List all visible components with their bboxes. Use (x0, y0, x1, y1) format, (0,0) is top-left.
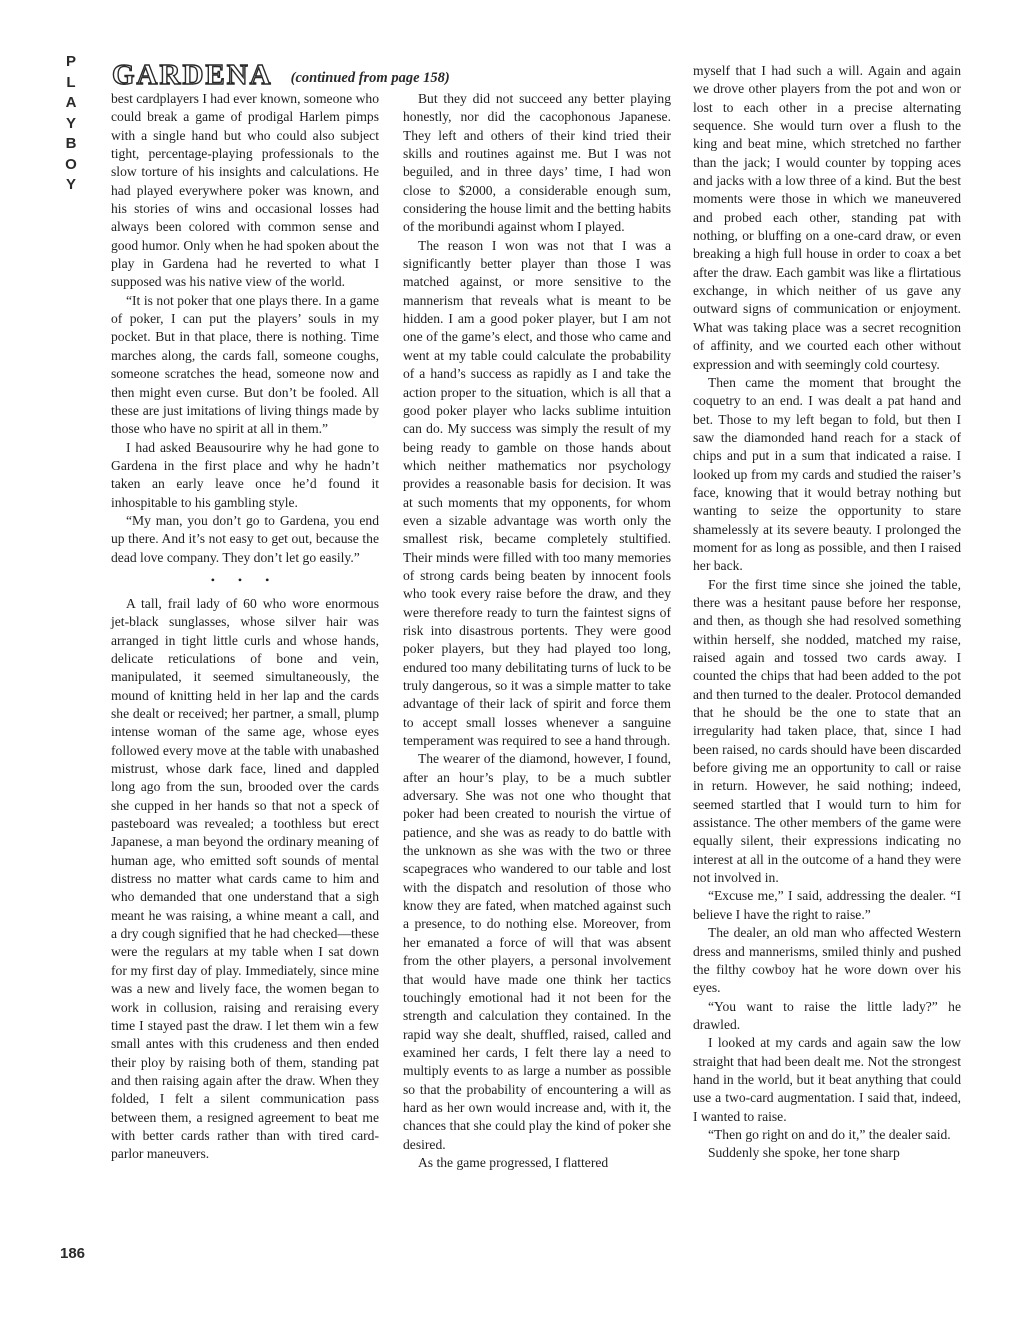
magazine-name-vertical (60, 52, 82, 196)
magazine-letter: P (65, 53, 76, 70)
separator-dot: • (265, 572, 280, 587)
section-separator (111, 571, 379, 589)
paragraph: “Then go right on and do it,” the dealer said. (707, 1126, 951, 1142)
paragraph: The dealer, an old man who affected Western dress and mannerisms, smiled thinly and pushed the filthy cowboy hat he wore down over his eyes. (693, 925, 961, 996)
magazine-letter: L (66, 73, 76, 91)
magazine-letter: B (65, 135, 77, 152)
paragraph: Then came the moment that brought the coquetry to an end. I was dealt a pat hand and bet. Those to my left began to fold, but then I saw the diamonded hand reach for a stack of chips and put in a sum that indicated a raise. I looked up from my cards and studied the raiser’s face, knowing that it would betray nothing but wanting to seize the opportunity to stare shamelessly at its severe beauty. I prolonged the moment for as long as possible, and then I raised her back. (693, 374, 961, 574)
paragraph: I had asked Beausourire why he had gone to Gardena in the first place and why he hadn’t taken an early leave once he’d found it inhospitable to his gambling style. (111, 439, 379, 510)
text-column-2 (403, 90, 671, 1172)
separator-dot: • (237, 572, 253, 587)
paragraph: “You want to raise the little lady?” he drawled. (693, 998, 961, 1032)
page-number: 186 (60, 1245, 86, 1262)
paragraph: I looked at my cards and again saw the low straight that had been dealt me. Not the strongest hand in the world, but it beat anything that could use a two-card augmentation. I said that, indeed, I wanted to raise. (693, 1035, 961, 1124)
paragraph: “Excuse me,” I said, addressing the dealer. “I believe I have the right to raise.” (693, 888, 961, 922)
text-column-3 (693, 62, 961, 1163)
paragraph: The wearer of the diamond, however, I found, after an hour’s play, to be a much subtler adversary. She was not one who thought that poker had been created to nourish the virtue of patience, and she was as ready to do battle with the unknown as she was with the two or three scapegraces who wandered to our table and lost with the dispatch and resolution of those who know they are fated, when matched against such a presence, to do nothing else. Moreover, from her emanated a force of will that was absent from the other players, a personal involvement that would have made one think her tactics touchingly emotional had it not been for the strength and calculation they contained. In the rapid way she dealt, shuffled, raised, called and examined her cards, I felt there lay a need to multiply events to as large a number as possible so that the probability of encountering a will as hard as her own would increase and, with it, the chances that she could play the kind of poker she desired. (403, 751, 671, 1152)
magazine-letter: A (65, 94, 77, 111)
paragraph: “It is not poker that one plays there. In a game of poker, I can put the players’ souls in my pocket. But in that place, there is nothing. Time marches along, the cards fall, someone coughs, someone scratches the head, someone now and then might even curse. But don’t be fooled. All these are just imitations of living things made by those who have no spirit at all in them.” (111, 292, 379, 437)
magazine-letter: O (65, 155, 77, 173)
separator-dot: • (210, 572, 225, 587)
article-title-logo: GARDENA (112, 59, 273, 91)
paragraph: Suddenly she spoke, her tone sharp (707, 1145, 900, 1161)
magazine-letter: Y (65, 176, 76, 193)
continued-note: (continued from page 158) (290, 70, 450, 86)
text-column-1 (111, 90, 379, 1164)
paragraph: But they did not succeed any better playing honestly, nor did the cacophonous Japanese. They left and others of their kind tried their skills and routines against me. But I was not beguiled, and in three days’ time, I had won close to $2000, a considerable enough sum, considering the house limit and the betting habits of the moribundi against whom I played. (403, 91, 671, 235)
paragraph: “My man, you don’t go to Gardena, you end up there. And it’s not easy to get out, because the dead love company. They don’t let go easily.” (111, 512, 379, 565)
paragraph: As the game progressed, I flattered (417, 1154, 609, 1170)
paragraph: myself that I had such a will. Again and again we drove other players from the pot and won or lost to each other in a precise alternating sequence. She would turn over a flush to the king and beat mine, which stretched no farther than the jack; I would counter by topping aces and jacks with a low three of a kind. But the best moments were those in which we maneuvered and probed each other, standing pat with nothing, or bluffing on a one-card draw, or even breaking a high full house in order to coax a bet after the draw. Each gambit was like a flirtatious exchange, in which neither of us gave any outward signs of communication or enjoyment. What was taking place was a secret recognition of affinity, and we courted each other without expression and with seemingly cold courtesy. (693, 63, 961, 372)
article-header (112, 56, 452, 90)
magazine-letter: Y (65, 114, 76, 132)
paragraph: For the first time since she joined the table, there was a hesitant pause before her response, and then, as though she had resolved something within herself, she nodded, matched my raise, raised again and tossed two cards away. I counted the chips that had been added to the pot and then turned to the dealer. Protocol demanded that he should be the one to state that an irregularity had taken place, that, since I had been raised, no cards should have been discarded before giving me an opportunity to call or raise in return. However, he said nothing; indeed, seemed startled that I would turn to him for assistance. The other members of the game were equally silent, their expressions indicating no interest at all in the outcome of a hand they were not involved in. (693, 576, 961, 886)
paragraph: The reason I won was not that I was a significantly better player than those I was matched against, or more sensitive to the mannerism that reveals what is meant to be hidden. I am a good poker player, but I am not one of the game’s elect, and those who came and went at my table could calculate the probability of a hand’s success as rapidly as I and take the action proper to the situation, which is all that a good poker player who lacks sublime intuition can do. My success was simply the result of my being ready to gamble on those hands about which neither mathematics nor psychology provides a reasonable basis for decision. It was at such moments that my opponents, for whom even a sizable advantage was worth only the smallest risk, became completely stultified. Their minds were filled with too many memories of strong cards being beaten by innocent fools who took every raise before the draw, and they were therefore ready to turn the faintest signs of risk into disastrous portents. They were good poker players, but they had played too long, endured too many debilitating turns of luck to be truly dangerous, so it was a simple matter to take advantage of their lack of spirit and force them to accept small losses whenever a sanguine temperament was required to see a hand through. (403, 237, 671, 749)
paragraph: A tall, frail lady of 60 who wore enormous jet-black sunglasses, whose silver hair was arranged in tight little curls and whose hands, delicate reticulations of bone and vein, manipulated, it seemed simultaneously, the mound of knitting held in her lap and the cards she dealt or received; her partner, a small, plump intense woman of the same age, whose eyes followed every move at the table with unabashed mistrust, whose dark face, lined and dappled long ago from the sun, brooded over the cards she cupped in her hands so that not a speck of pasteboard was revealed; a toothless but erect Japanese, a man beyond the ordinary meaning of human age, who emitted soft sounds of mental distress no matter what cards came to him and who demanded that one understand that a sigh meant he was raising, a whine meant a call, and a dry cough signified that he had checked—these were the regulars at my table when I sat down for my first day of play. Immediately, since mine was a new and lively face, the women began to work in collusion, raising and reraising every time I stayed past the draw. I let them win a few small antes with this crudeness and then ended their ploy by raising both of them, standing pat and then raising again after the draw. When they folded, I felt a silent communication pass between them, a resigned agreement to beat me with better cards rather than with tired card-parlor maneuvers. (111, 595, 379, 1162)
paragraph: best cardplayers I had ever known, someone who could break a game of prodigal Harlem pimps with a single hand but who could also subject tight, percentage-playing professionals to the slow torture of his insights and calculations. He had played everywhere poker was known, and his stories of wins and occasional losses had always been colored with common sense and good humor. Only when he had spoken about the play in Gardena had he reverted to what I supposed was his native view of the world. (111, 91, 380, 290)
